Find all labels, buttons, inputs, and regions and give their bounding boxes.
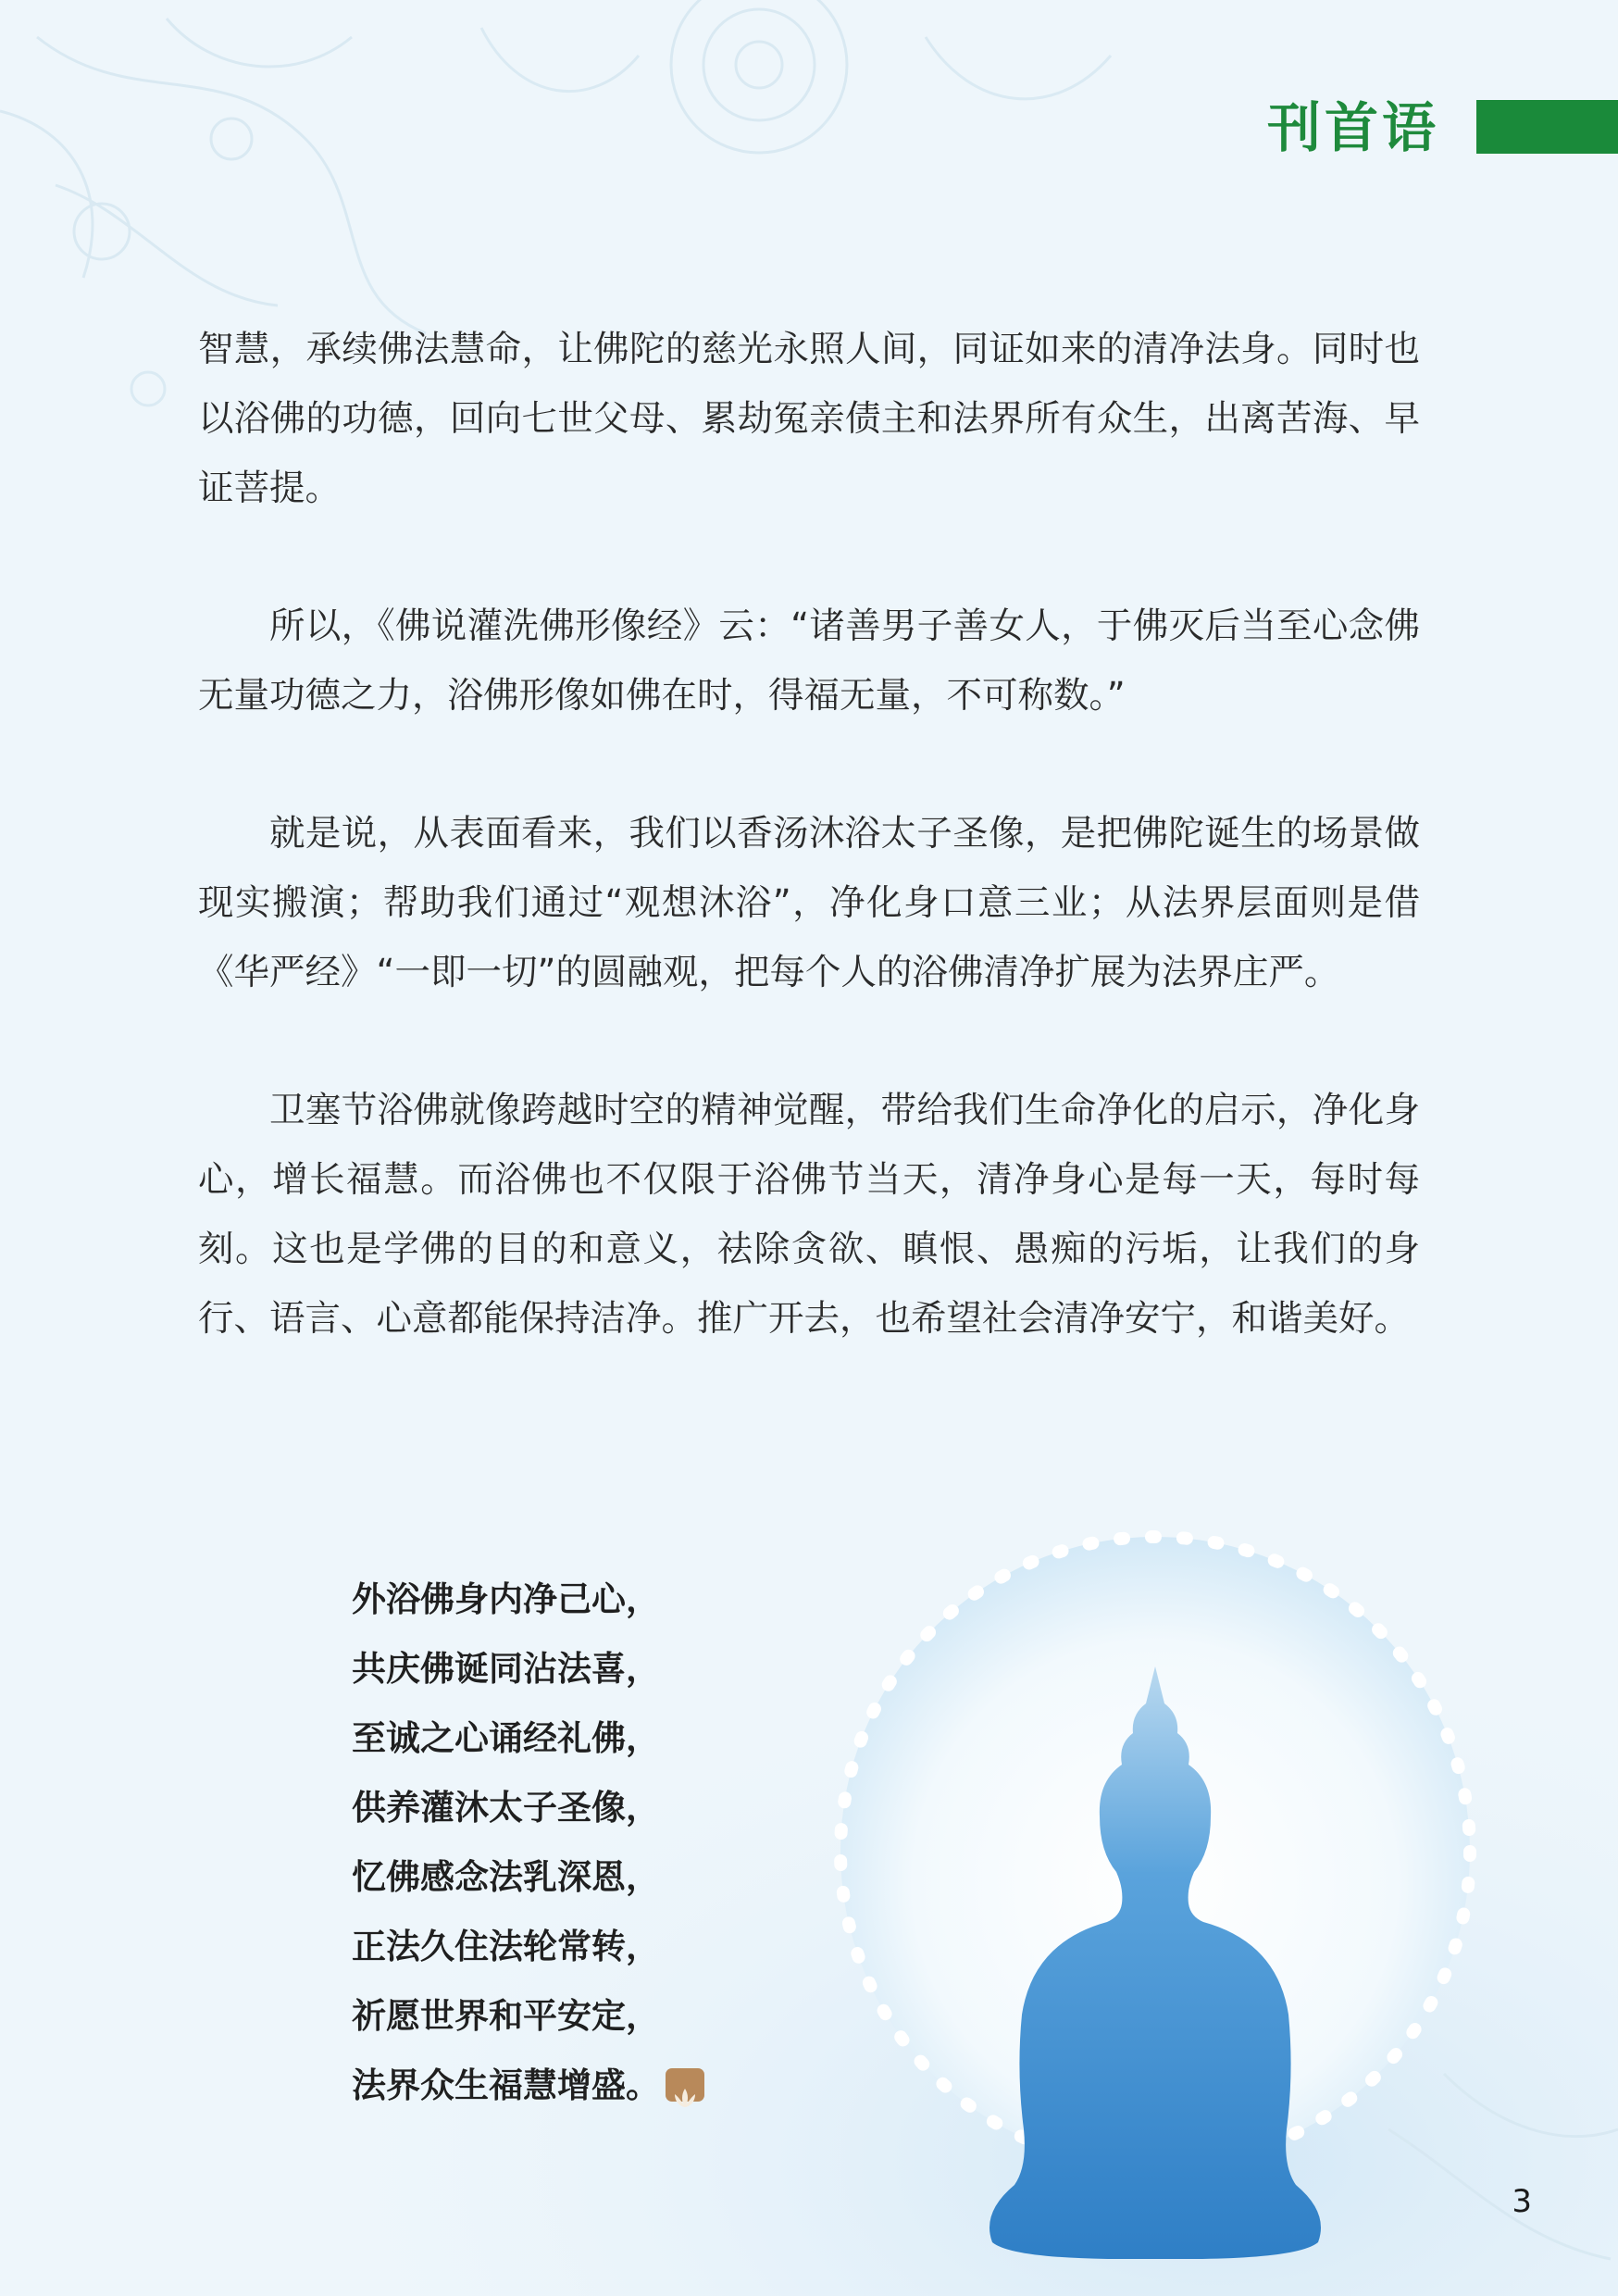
poem-line-7: 祈愿世界和平安定， [352, 1995, 660, 2036]
paragraph-2: 所以，《佛说灌洗佛形像经》云：“诸善男子善女人，于佛灭后当至心念佛无量功德之力，浴佛形像如佛在时，得福无量，不可称数。” [198, 605, 1420, 717]
poem-line-8-text: 法界众生福慧增盛。 [352, 2065, 660, 2105]
lotus-icon [666, 2068, 704, 2102]
paragraph-4: 卫塞节浴佛就像跨越时空的精神觉醒，带给我们生命净化的启示，净化身心，增长福慧。而浴佛也不仅限于浴佛节当天，清净身心是每一天，每时每刻。这也是学佛的目的和意义，祛除贪欲、瞋恨、愚痴的污垢，让我们的身行、语言、心意都能保持洁净。推广开去，也希望社会清净安宁，和谐美好。 [198, 1090, 1420, 1340]
poem-verse [352, 1565, 704, 2120]
section-accent-bar [1476, 100, 1618, 154]
paragraph-3: 就是说，从表面看来，我们以香汤沐浴太子圣像，是把佛陀诞生的场景做现实搬演；帮助我们通过“观想沐浴”，净化身口意三业；从法界层面则是借《华严经》“一即一切”的圆融观，把每个人的浴佛清净扩展为法界庄严。 [198, 813, 1420, 993]
poem-line-8 [352, 2051, 704, 2120]
article-body [198, 315, 1420, 1422]
poem-line-3: 至诚之心诵经礼佛， [352, 1717, 660, 1758]
section-title: 刊首语 [1266, 96, 1439, 159]
buddha-silhouette-icon [815, 1574, 1481, 2259]
poem-line-5: 忆佛感念法乳深恩， [352, 1856, 660, 1897]
poem-line-2: 共庆佛诞同沾法喜， [352, 1648, 660, 1689]
page-number: 3 [1512, 2183, 1532, 2220]
poem-line-4: 供养灌沐太子圣像， [352, 1787, 660, 1828]
poem-line-1: 外浴佛身内净己心， [352, 1578, 660, 1619]
paragraph-1: 智慧，承续佛法慧命，让佛陀的慈光永照人间，同证如来的清净法身。同时也以浴佛的功德，回向七世父母、累劫冤亲债主和法界所有众生，出离苦海、早证菩提。 [198, 329, 1420, 509]
poem-line-6: 正法久住法轮常转， [352, 1926, 660, 1966]
